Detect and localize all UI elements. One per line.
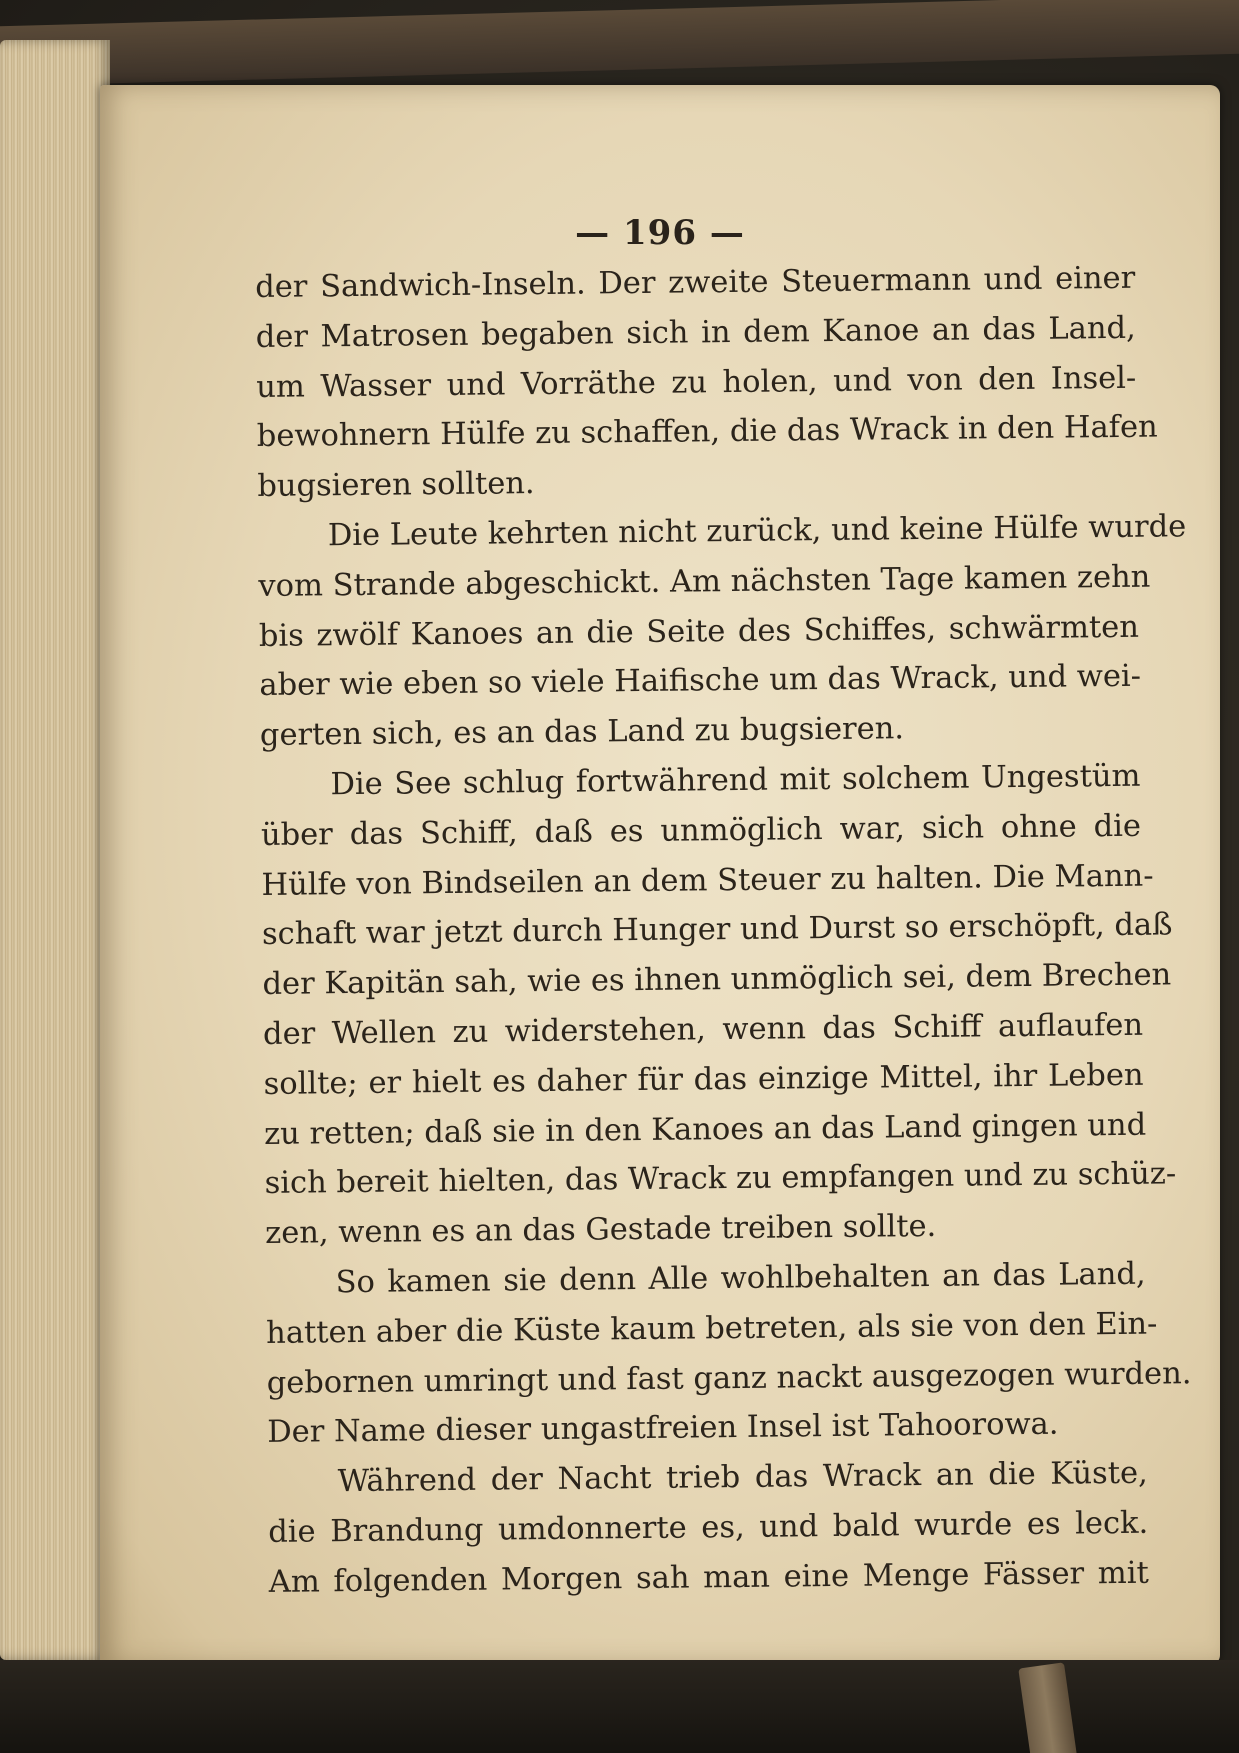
text-line: um Wasser und Vorräthe zu holen, und von den Insel- xyxy=(256,360,1137,405)
text-line: vom Strande abgeschickt. Am nächsten Tage kamen zehn xyxy=(258,559,1151,604)
text-line: der Kapitän sah, wie es ihnen unmöglich sei, dem Brechen xyxy=(262,957,1172,1003)
text-line: zu retten; daß sie in den Kanoes an das Land gingen und xyxy=(263,1107,1147,1152)
page-stack-edge xyxy=(0,40,110,1660)
text-line: sollte; er hielt es daher für das einzige Mittel, ihr Leben xyxy=(263,1057,1144,1102)
text-line: die Brandung umdonnerte es, und bald wurde es leck. xyxy=(268,1505,1149,1550)
text-line: Hülfe von Bindseilen an dem Steuer zu halten. Die Mann- xyxy=(261,858,1154,903)
page-number: — 196 — xyxy=(575,213,745,253)
text-line: der Matrosen begaben sich in dem Kanoe an das Land, xyxy=(255,310,1136,355)
text-line: über das Schiff, daß es unmöglich war, sich ohne die xyxy=(260,808,1142,853)
text-line: der Wellen zu widerstehen, wenn das Schiff auflaufen xyxy=(262,1007,1144,1052)
text-line: Während der Nacht trieb das Wrack an die Küste, xyxy=(337,1455,1148,1500)
text-line: Der Name dieser ungastfreien Insel ist Tahoorowa. xyxy=(267,1406,1059,1451)
text-line: zen, wenn es an das Gestade treiben sollte. xyxy=(264,1209,937,1252)
text-line: aber wie eben so viele Haifische um das Wrack, und wei- xyxy=(259,659,1142,704)
text-line: bis zwölf Kanoes an die Seite des Schiffes, schwärmten xyxy=(258,609,1140,654)
text-line: bewohnern Hülfe zu schaffen, die das Wrack in den Hafen xyxy=(256,409,1158,455)
body-text xyxy=(255,254,1192,1608)
text-line: gebornen umringt und fast ganz nackt ausgezogen wurden. xyxy=(266,1355,1192,1401)
book-page xyxy=(100,85,1220,1665)
text-line: der Sandwich-Inseln. Der zweite Steuermann und einer xyxy=(255,260,1136,305)
text-line: bugsieren sollten. xyxy=(257,466,535,505)
book-cover-edge xyxy=(0,0,1239,86)
text-line: gerten sich, es an das Land zu bugsieren. xyxy=(259,711,905,754)
text-line: So kamen sie denn Alle wohlbehalten an das Land, xyxy=(335,1256,1146,1301)
text-line: Die Leute kehrten nicht zurück, und keine Hülfe wurde xyxy=(327,509,1187,554)
text-line: Am folgenden Morgen sah man eine Menge Fässer mit xyxy=(268,1555,1149,1600)
text-line: hatten aber die Küste kaum betreten, als sie von den Ein- xyxy=(266,1306,1158,1351)
text-line: schaft war jetzt durch Hunger und Durst so erschöpft, daß xyxy=(261,907,1173,953)
text-line: sich bereit hielten, das Wrack zu empfangen und zu schüz- xyxy=(264,1156,1177,1202)
text-line: Die See schlug fortwährend mit solchem Ungestüm xyxy=(330,758,1141,803)
